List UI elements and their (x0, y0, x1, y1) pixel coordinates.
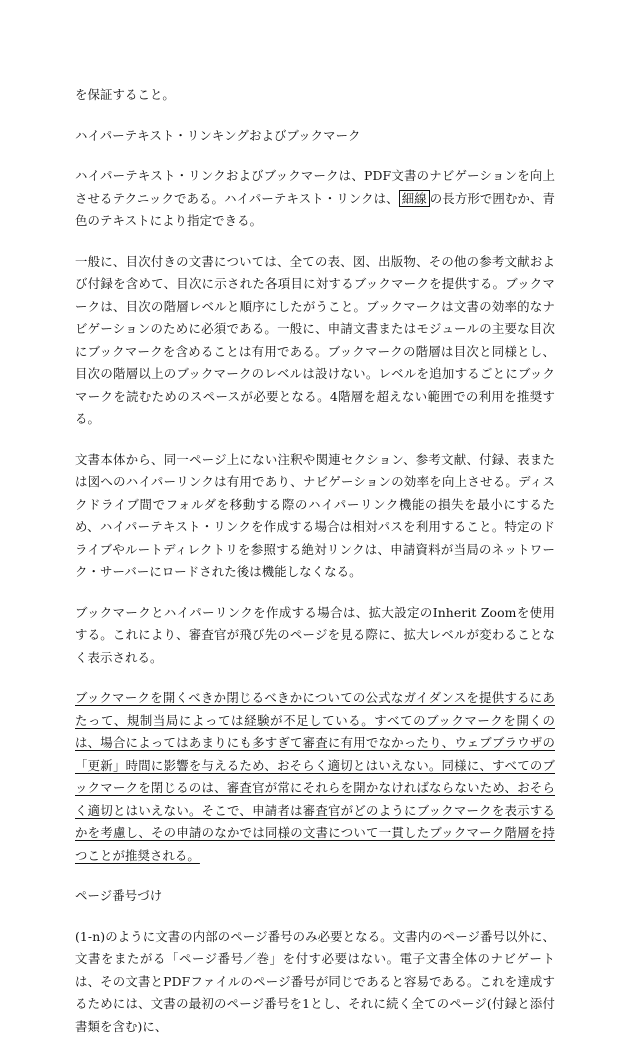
section-heading-hyperlinks: ハイパーテキスト・リンキングおよびブックマーク (75, 125, 555, 148)
section-heading-pagination: ページ番号づけ (75, 885, 555, 908)
paragraph-text: ハイパーテキスト・リンクおよびブックマークは、PDF文書のナビゲーションを向上させるテクニックである。ハイパーテキスト・リンクは、 (75, 168, 555, 206)
paragraph-underlined-guidance: ブックマークを開くべきか閉じるべきかについての公式なガイダンスを提供するにあたって、規制当局によっては経験が不足している。すべてのブックマークを開くのは、場合によってはあまりにも多すぎて審査に有用でなかったり、ウェブブラウザの「更新」時間に影響を与えるため、おそらく適切とはいえない。同様に、すべてのブックマークを閉じるのは、審査官が常にそれらを開かなければならないため、おそらく適切とはいえない。そこで、申請者は審査官がどのようにブックマークを表示するかを考慮し、その申請のなかでは同様の文書について一貫したブックマーク階層を持つことが推奨される。 (75, 687, 555, 867)
paragraph-bookmarks: 一般に、目次付きの文書については、全ての表、図、出版物、その他の参考文献および付録を含めて、目次に示された各項目に対するブックマークを提供する。ブックマークは、目次の階層レベルと順序にしたがうこと。ブックマークは文書の効率的なナビゲーションのために必須である。一般に、申請文書またはモジュールの主要な目次にブックマークを含めることは有用である。ブックマークの階層は目次と同様とし、目次の階層以上のブックマークのレベルは設けない。レベルを追加するごとにブックマークを読むためのスペースが必要となる。4階層を超えない範囲での利用を推奨する。 (75, 251, 555, 431)
boxed-term: 細線 (399, 190, 430, 207)
paragraph-pagination: (1-n)のように文書の内部のページ番号のみ必要となる。文書内のページ番号以外に、文書をまたがる「ページ番号／巻」を付す必要はない。電子文書全体のナビゲートは、その文書とPDFファイルのページ番号が同じであると容易である。これを達成するためには、文書の最初のページ番号を1とし、それに続く全てのページ(付録と添付書類を含む)に、 (75, 926, 555, 1038)
paragraph-text: の長方形で囲むか、青色のテキストにより指定できる。 (75, 191, 555, 229)
paragraph-hyperlinks-relative: 文書本体から、同一ページ上にない注釈や関連セクション、参考文献、付録、表または図へのハイパーリンクは有用であり、ナビゲーションの効率を向上させる。ディスクドライブ間でフォルダを移動する際のハイパーリンク機能の損失を最小にするため、ハイパーテキスト・リンクを作成する場合は相対パスを利用すること。特定のドライブやルートディレクトリを参照する絶対リンクは、申請資料が当局のネットワーク・サーバーにロードされた後は機能しなくなる。 (75, 449, 555, 584)
leading-fragment: を保証すること。 (75, 84, 555, 107)
paragraph-inherit-zoom: ブックマークとハイパーリンクを作成する場合は、拡大設定のInherit Zoomを使用する。これにより、審査官が飛び先のページを見る際に、拡大レベルが変わることなく表示される。 (75, 602, 555, 670)
paragraph-hyperlink-intro (75, 165, 555, 233)
